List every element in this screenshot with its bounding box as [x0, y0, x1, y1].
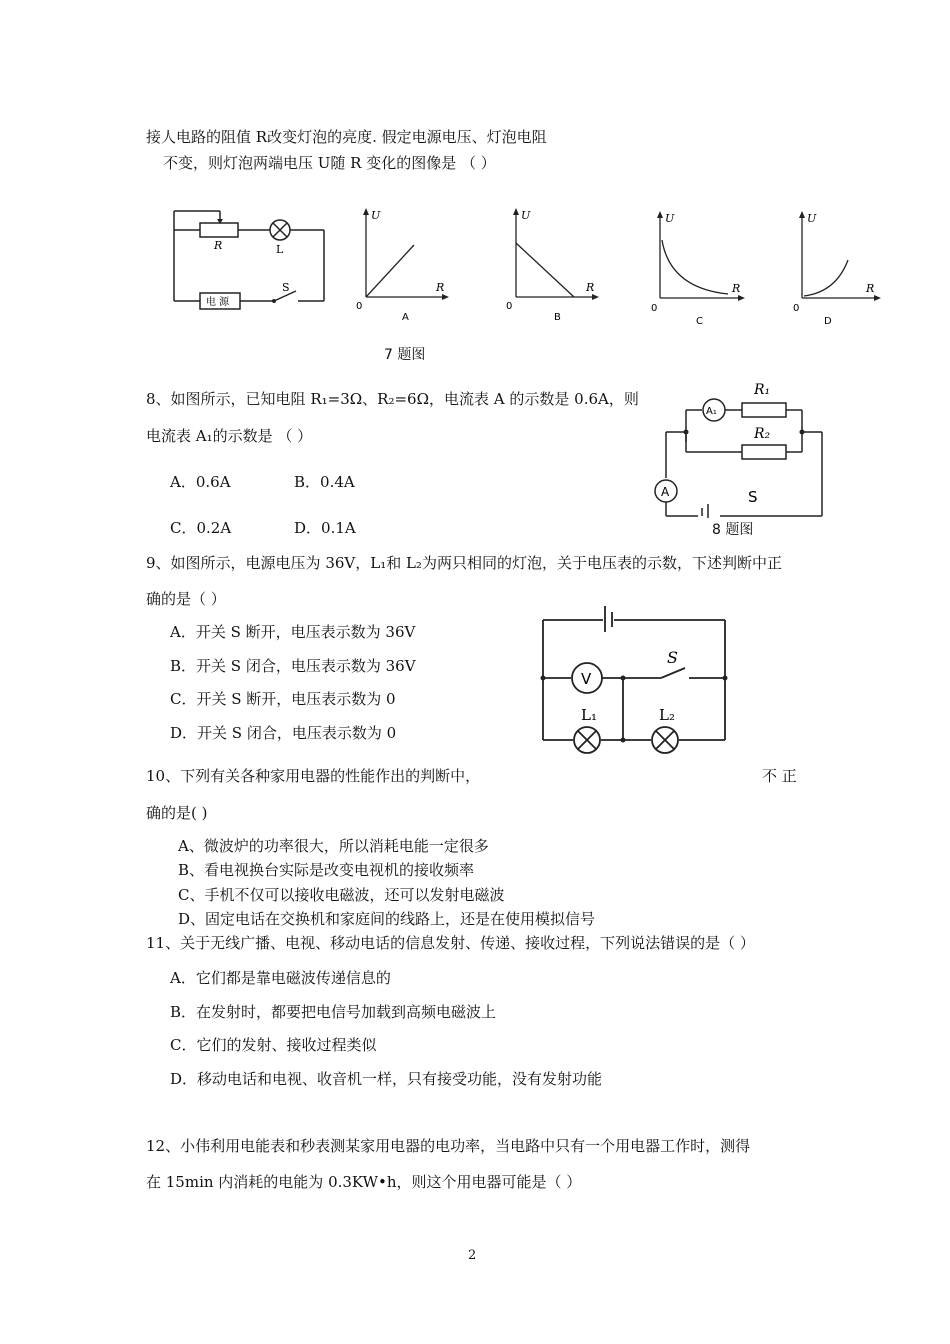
q7-label-l: L: [276, 243, 284, 256]
svg-text:B: B: [554, 312, 561, 323]
q9-option-c: C．开关 S 断开，电压表示数为 0: [170, 690, 396, 708]
q9-label-l1: L₁: [581, 706, 597, 724]
q7-line2: 不变，则灯泡两端电压 U随 R 变化的图像是 （ ）: [163, 154, 496, 172]
q8-circuit-diagram: [650, 370, 830, 520]
q9-option-b: B．开关 S 闭合，电压表示数为 36V: [170, 657, 416, 675]
q11-option-b: B．在发射时，都要把电信号加载到高频电磁波上: [170, 1003, 497, 1021]
svg-text:0: 0: [356, 301, 363, 312]
q9-option-d: D．开关 S 闭合，电压表示数为 0: [170, 724, 397, 742]
q10-option-b: B、看电视换台实际是改变电视机的接收频率: [178, 861, 475, 879]
q9-label-v: V: [581, 670, 592, 688]
q8-label-a1: A₁: [706, 406, 717, 417]
q7-circuit-diagram: [170, 205, 330, 315]
svg-text:U: U: [371, 209, 381, 222]
q7-label-s: S: [282, 281, 290, 294]
q11-option-d: D．移动电话和电视、收音机一样，只有接受功能，没有发射功能: [170, 1070, 603, 1088]
q12-line1: 12、小伟利用电能表和秒表测某家用电器的电功率，当电路中只有一个用电器工作时，测得: [146, 1137, 751, 1155]
q11-line1: 11、关于无线广播、电视、移动电话的信息发射、传递、接收过程，下列说法错误的是（ ）: [146, 934, 755, 952]
q8-label-r2: R₂: [754, 426, 771, 442]
q9-circuit-diagram: [535, 600, 735, 750]
q7-graph-a: [352, 205, 452, 330]
svg-text:U: U: [807, 212, 817, 225]
q10-option-a: A、微波炉的功率很大，所以消耗电能一定很多: [178, 837, 489, 855]
q7-graph-b: [502, 205, 602, 330]
svg-text:R: R: [866, 282, 875, 295]
q8-option-a: A．0.6A: [170, 473, 231, 491]
svg-text:R: R: [732, 282, 741, 295]
svg-text:A: A: [402, 312, 409, 323]
q8-line2: 电流表 A₁的示数是 （ ）: [146, 427, 313, 445]
q7-label-power: 电 源: [206, 297, 230, 308]
q8-label-s: S: [748, 488, 758, 506]
svg-text:R: R: [436, 281, 445, 294]
svg-text:0: 0: [793, 303, 800, 314]
q8-line1: 8、如图所示，已知电阻 R₁=3Ω、R₂=6Ω，电流表 A 的示数是 0.6A，则: [146, 390, 639, 408]
svg-text:U: U: [665, 212, 675, 225]
q8-option-b: B．0.4A: [294, 473, 355, 491]
svg-text:0: 0: [651, 303, 658, 314]
q7-line1: 接人电路的阻值 R改变灯泡的亮度. 假定电源电压、灯泡电阻: [146, 128, 547, 146]
q8-option-d: D．0.1A: [294, 519, 356, 537]
q9-label-l2: L₂: [659, 706, 675, 724]
svg-text:D: D: [824, 316, 832, 327]
q11-option-a: A．它们都是靠电磁波传递信息的: [170, 969, 391, 987]
svg-text:0: 0: [506, 301, 513, 312]
q7-caption: 7 题图: [384, 347, 426, 363]
q8-option-c: C．0.2A: [170, 519, 232, 537]
svg-text:U: U: [521, 209, 531, 222]
q10-option-c: C、手机不仅可以接收电磁波，还可以发射电磁波: [178, 886, 505, 904]
q7-graph-d: [790, 210, 890, 335]
page-number: 2: [468, 1248, 477, 1263]
q8-label-a: A: [661, 485, 670, 499]
q8-caption: 8 题图: [712, 522, 754, 538]
svg-text:R: R: [586, 281, 595, 294]
q9-line2: 确的是（ ）: [146, 590, 226, 608]
q10-line1-right: 不 正: [762, 767, 797, 785]
q10-line1: 10、下列有关各种家用电器的性能作出的判断中，: [146, 767, 481, 785]
q10-option-d: D、固定电话在交换机和家庭间的线路上，还是在使用模拟信号: [178, 910, 596, 928]
q12-line2: 在 15min 内消耗的电能为 0.3KW•h，则这个用电器可能是（ ）: [146, 1173, 582, 1191]
q8-label-r1: R₁: [754, 382, 771, 398]
q7-graph-c: [648, 210, 748, 335]
q9-option-a: A．开关 S 断开，电压表示数为 36V: [170, 623, 416, 641]
q7-label-r: R: [214, 239, 223, 252]
q9-line1: 9、如图所示，电源电压为 36V，L₁和 L₂为两只相同的灯泡，关于电压表的示数，下述判断中正: [146, 554, 782, 572]
q9-label-s: S: [667, 648, 678, 667]
svg-text:C: C: [696, 316, 703, 327]
q10-line2: 确的是( ): [146, 804, 208, 822]
q11-option-c: C．它们的发射、接收过程类似: [170, 1036, 377, 1054]
